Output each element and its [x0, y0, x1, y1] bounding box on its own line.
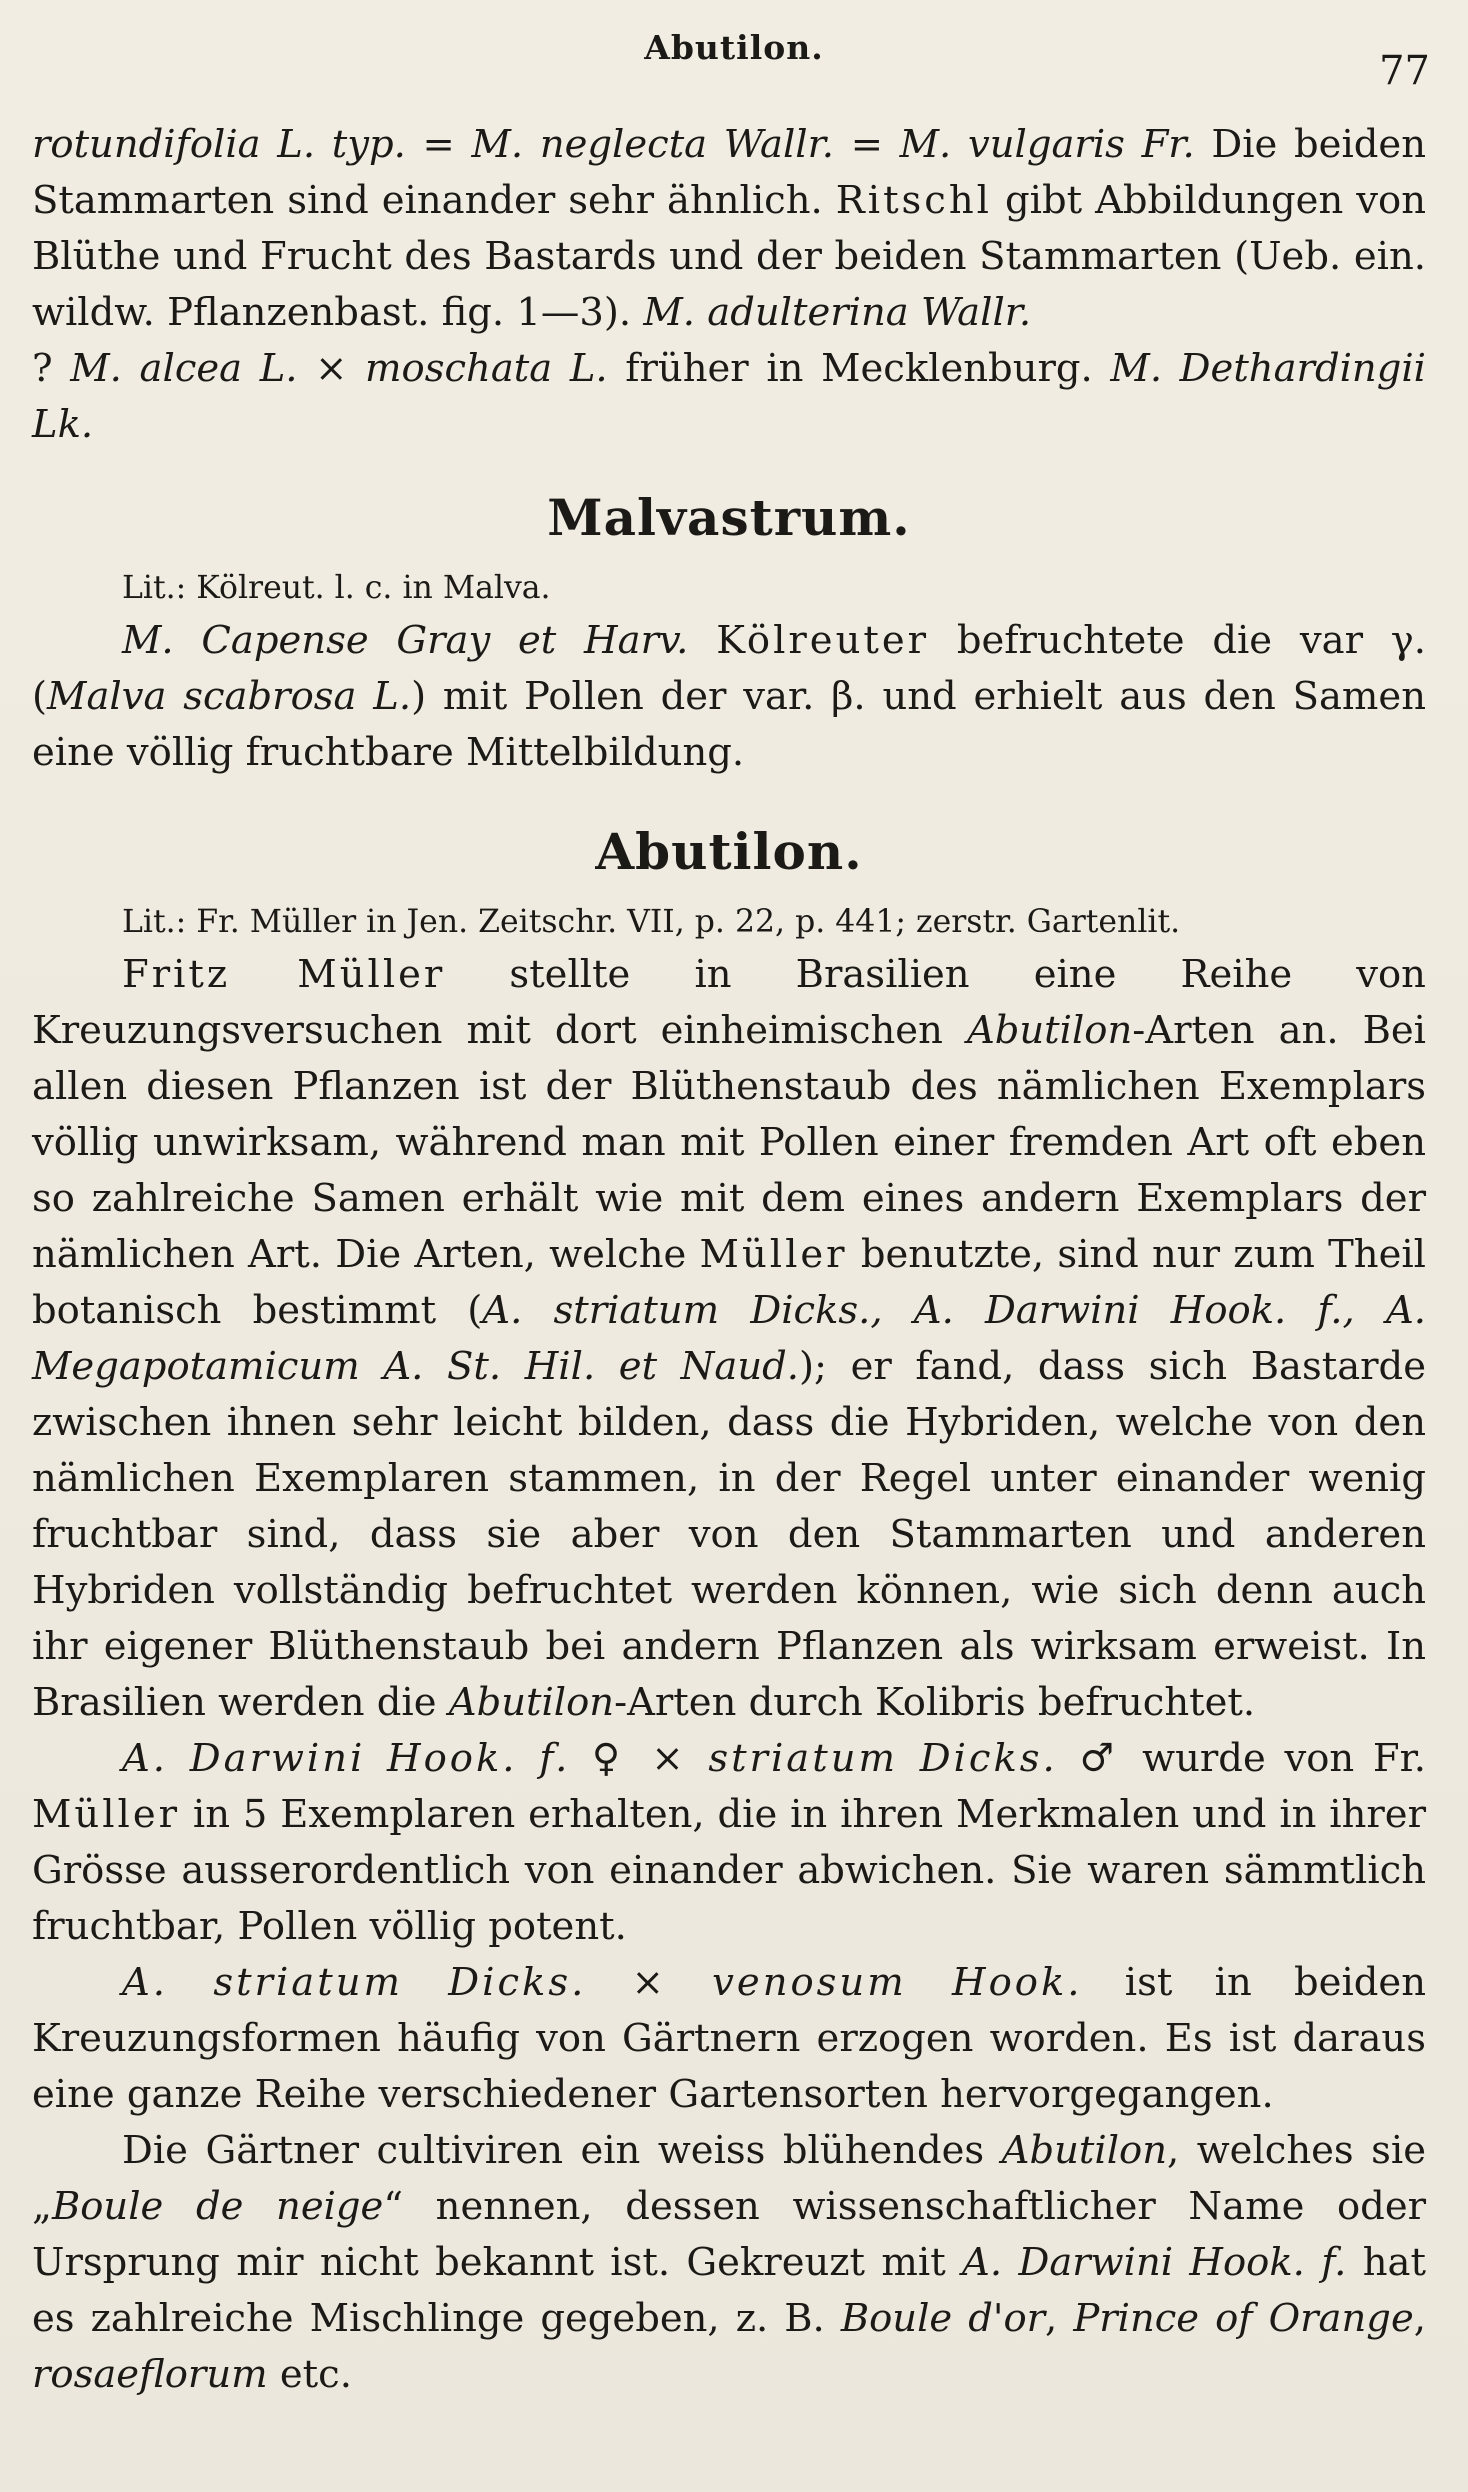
genus-abutilon: Abutilon — [966, 1008, 1133, 1053]
text: ) mit Pollen der var. β. und erhielt aus den Samen eine völlig fruchtbare Mittelbildung. — [32, 674, 1426, 775]
author-mueller: Müller — [699, 1232, 848, 1277]
text: Die Gärtner cultiviren ein weiss blühendes — [122, 2128, 1002, 2173]
text: -Arten an. Bei allen diesen Pflanzen ist der Blüthenstaub des nämlichen Exemplars völlig unwirksam, während man mit Pollen einer fremden Art oft eben so zahlreiche Samen erhält wie mit dem eines andern Exemplars der nämlichen Art. Die Arten, welche — [32, 1008, 1427, 1277]
species-adulterina: M. adulterina Wallr. — [643, 290, 1032, 335]
cultivar-prince-of-orange: Prince of Orange — [1073, 2296, 1414, 2341]
genus-abutilon: Abutilon — [448, 1680, 615, 1725]
text: wurde von Fr. — [1123, 1736, 1426, 1781]
page-number: 77 — [1379, 48, 1430, 94]
species-alcea-moschata: M. alcea L. × moschata L. — [70, 346, 608, 391]
malva-continuation-paragraph — [32, 117, 1426, 341]
text: Die beiden Stammarten sind einander sehr ähnlich. — [32, 122, 1426, 223]
cross-striatum-venosum: A. striatum Dicks. × venosum Hook. — [122, 1960, 1083, 2005]
text: ist in beiden Kreuzungsformen häufig von Gärtnern erzogen worden. Es ist daraus eine ganze Reihe verschiedener Gartensorten hervorgegangen. — [32, 1960, 1426, 2117]
species-darwini: A. Darwini Hook. f. — [962, 2240, 1347, 2285]
page-header — [0, 28, 1468, 94]
genus-abutilon: Abutilon — [1001, 2128, 1167, 2173]
malva-alcea-paragraph — [32, 341, 1426, 453]
text: gibt Abbildungen von Blüthe und Frucht des Bastards und der beiden Stammarten (Ueb. ein. wildw. Pflanzenbast. fig. 1—3). — [32, 178, 1426, 335]
author-mueller: Müller — [32, 1792, 181, 1837]
author-koelreuter: Kölreuter — [716, 618, 930, 663]
abutilon-paragraph-2 — [32, 1731, 1426, 1955]
running-head: Abutilon. — [644, 28, 824, 67]
malva-synonyms: rotundifolia L. typ. = M. neglecta Wallr. = M. vulgaris Fr. — [32, 122, 1195, 167]
text: in 5 Exemplaren erhalten, die in ihren Merkmalen und in ihrer Grösse ausserordentlich von einander abwichen. Sie waren sämmtlich fruchtbar, Pollen völlig potent. — [32, 1792, 1426, 1949]
text: hat es zahlreiche Mischlinge gegeben, z. B. — [32, 2240, 1426, 2341]
abutilon-paragraph-4 — [32, 2123, 1426, 2403]
text: benutzte, sind nur zum Theil botanisch bestimmt ( — [32, 1232, 1426, 1333]
cultivar-boule-d-or: Boule d'or — [840, 2296, 1046, 2341]
text: , welches sie „ — [32, 2128, 1426, 2229]
cross-darwini-striatum: A. Darwini Hook. f. ♀ × striatum Dicks. ♂ — [122, 1736, 1124, 1781]
literature-abutilon: Lit.: Fr. Müller in Jen. Zeitschr. VII, p. 22, p. 441; zerstr. Gartenlit. — [122, 904, 1181, 940]
species-capense: M. Capense Gray et Harv. — [122, 618, 689, 663]
abutilon-paragraph-1 — [32, 947, 1426, 1731]
text: -Arten durch Kolibris befruchtet. — [614, 1680, 1256, 1725]
species-dethardingii: M. Dethardingii Lk. — [32, 346, 1426, 447]
cultivar-boule-de-neige: Boule de neige — [51, 2184, 384, 2229]
text: befruchtete die var γ. ( — [32, 618, 1426, 719]
text: etc. — [267, 2352, 352, 2397]
literature-malvastrum: Lit.: Kölreut. l. c. in Malva. — [122, 570, 551, 606]
species-scabrosa: Malva scabrosa L. — [47, 674, 412, 719]
text: , — [1413, 2296, 1426, 2341]
page-body — [32, 117, 1426, 2403]
author-ritschl: Ritschl — [835, 178, 992, 223]
cultivar-rosaeflorum: rosaeflorum — [32, 2352, 268, 2397]
malvastrum-paragraph — [32, 613, 1426, 781]
section-title-malvastrum: Malvastrum. — [547, 488, 911, 547]
text: , — [1045, 2296, 1074, 2341]
text: ); er fand, dass sich Bastarde zwischen ihnen sehr leicht bilden, dass die Hybriden, welche von den nämlichen Exemplaren stammen, in der Regel unter einander wenig fruchtbar sind, dass sie aber von den Stammarten und anderen Hybriden vollständig befruchtet werden können, wie sich denn auch ihr eigener Blüthenstaub bei andern Pflanzen als wirksam erweist. In Brasilien werden die — [32, 1344, 1426, 1725]
text: stellte in Brasilien eine Reihe von Kreuzungsversuchen mit dort einheimischen — [32, 952, 1426, 1053]
text: ? — [32, 346, 71, 391]
text: “ nennen, dessen wissenschaftlicher Name oder Ursprung mir nicht bekannt ist. Gekreuzt mit — [32, 2184, 1427, 2285]
text: früher in Mecklenburg. — [607, 346, 1111, 391]
section-title-abutilon: Abutilon. — [595, 822, 863, 881]
abutilon-paragraph-3 — [32, 1955, 1426, 2123]
species-list: A. striatum Dicks., A. Darwini Hook. f., A. Megapotamicum A. St. Hil. et Naud. — [32, 1288, 1426, 1389]
author-fritz-mueller: Fritz Müller — [122, 952, 446, 997]
